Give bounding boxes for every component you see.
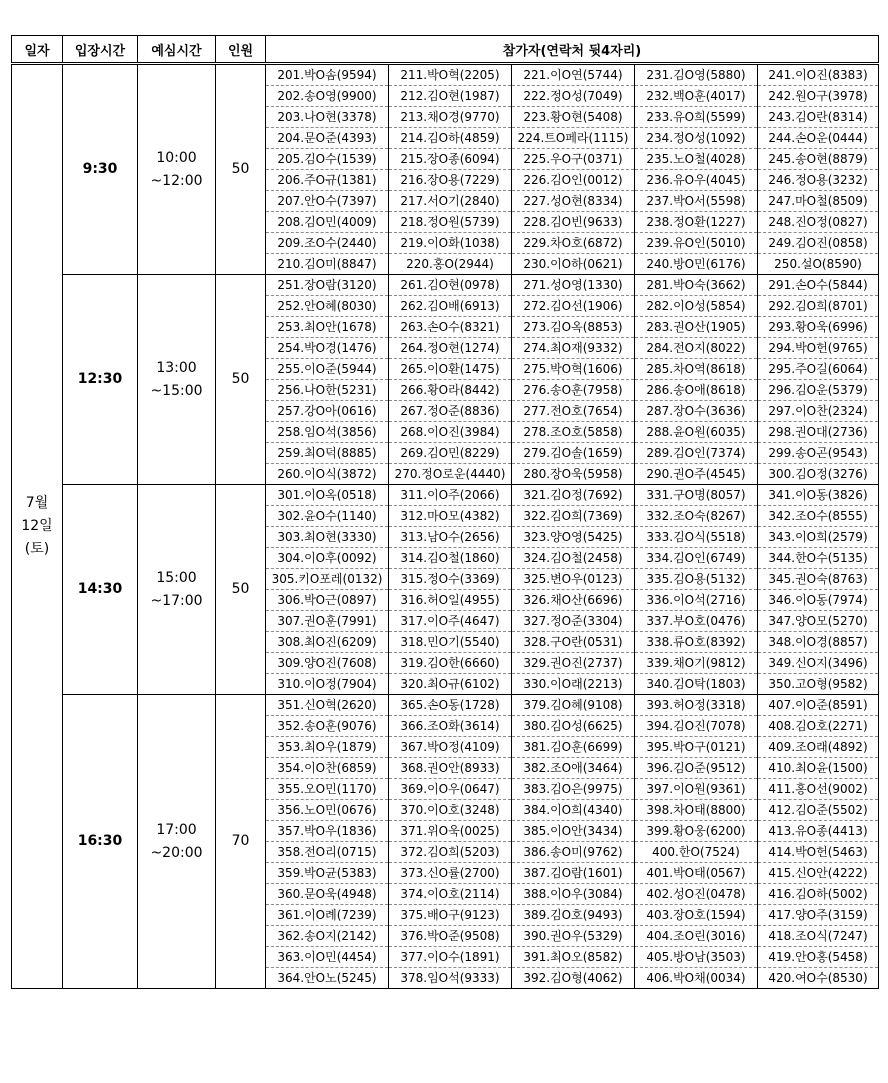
participant-cell: 420.여O수(8530): [758, 968, 879, 989]
participant-cell: 372.김O희(5203): [389, 842, 512, 863]
participant-cell: 401.박O태(0567): [635, 863, 758, 884]
audition-time-line: ~12:00: [150, 172, 203, 189]
participant-cell: 201.박O솜(9594): [266, 64, 389, 86]
participant-cell: 330.이O래(2213): [512, 674, 635, 695]
date-line: 12일: [21, 518, 53, 534]
header-date: 일자: [12, 36, 63, 64]
participant-cell: 413.유O종(4413): [758, 821, 879, 842]
participant-cell: 393.허O정(3318): [635, 695, 758, 716]
audition-time: [138, 485, 216, 695]
header-headcount: 인원: [216, 36, 266, 64]
participant-cell: 319.김O한(6660): [389, 653, 512, 674]
participant-cell: 360.문O욱(4948): [266, 884, 389, 905]
participant-cell: 412.김O준(5502): [758, 800, 879, 821]
participant-cell: 240.방O민(6176): [635, 254, 758, 275]
participant-cell: 383.김O은(9975): [512, 779, 635, 800]
participant-cell: 222.정O성(7049): [512, 86, 635, 107]
participant-cell: 261.김O현(0978): [389, 275, 512, 296]
participant-cell: 380.김O성(6625): [512, 716, 635, 737]
participant-cell: 398.차O태(8800): [635, 800, 758, 821]
header-audition-time: 예심시간: [138, 36, 216, 64]
participant-cell: 354.이O찬(6859): [266, 758, 389, 779]
table-row: [12, 64, 879, 86]
participant-cell: 302.윤O수(1140): [266, 506, 389, 527]
participant-cell: 233.유O희(5599): [635, 107, 758, 128]
participant-cell: 344.한O수(5135): [758, 548, 879, 569]
participant-cell: 391.최O오(8582): [512, 947, 635, 968]
participant-cell: 297.이O찬(2324): [758, 401, 879, 422]
participant-cell: 364.안O노(5245): [266, 968, 389, 989]
participant-cell: 223.황O현(5408): [512, 107, 635, 128]
participant-cell: 305.키O포레(0132): [266, 569, 389, 590]
schedule-body: [12, 64, 879, 989]
participant-cell: 237.박O서(5598): [635, 191, 758, 212]
participant-cell: 217.서O기(2840): [389, 191, 512, 212]
participant-cell: 270.정O로운(4440): [389, 464, 512, 485]
participant-cell: 321.김O정(7692): [512, 485, 635, 506]
table-row: [12, 695, 879, 716]
participant-cell: 403.장O호(1594): [635, 905, 758, 926]
participant-cell: 394.김O진(7078): [635, 716, 758, 737]
participant-cell: 216.장O용(7229): [389, 170, 512, 191]
participant-cell: 335.김O용(5132): [635, 569, 758, 590]
participant-cell: 327.정O준(3304): [512, 611, 635, 632]
participant-cell: 291.손O수(5844): [758, 275, 879, 296]
participant-cell: 244.손O운(0444): [758, 128, 879, 149]
participant-cell: 289.김O인(7374): [635, 443, 758, 464]
participant-cell: 376.박O준(9508): [389, 926, 512, 947]
participant-cell: 381.김O훈(6699): [512, 737, 635, 758]
participant-cell: 409.조O래(4892): [758, 737, 879, 758]
participant-cell: 275.박O혁(1606): [512, 359, 635, 380]
entry-time: 9:30: [63, 64, 138, 275]
participant-cell: 320.최O규(6102): [389, 674, 512, 695]
participant-cell: 224.트O페라(1115): [512, 128, 635, 149]
participant-cell: 342.조O수(8555): [758, 506, 879, 527]
participant-cell: 414.박O헌(5463): [758, 842, 879, 863]
participant-cell: 341.이O동(3826): [758, 485, 879, 506]
audition-time-line: 13:00: [156, 359, 197, 376]
audition-time-line: ~20:00: [150, 844, 203, 861]
participant-cell: 256.나O한(5231): [266, 380, 389, 401]
participant-cell: 245.송O현(8879): [758, 149, 879, 170]
participant-cell: 274.최O재(9332): [512, 338, 635, 359]
participant-cell: 405.방O남(3503): [635, 947, 758, 968]
participant-cell: 337.부O호(0476): [635, 611, 758, 632]
participant-cell: 231.김O영(5880): [635, 64, 758, 86]
participant-cell: 346.이O동(7974): [758, 590, 879, 611]
participant-cell: 210.김O미(8847): [266, 254, 389, 275]
entry-time: 12:30: [63, 275, 138, 485]
participant-cell: 298.권O대(2736): [758, 422, 879, 443]
participant-cell: 317.이O주(4647): [389, 611, 512, 632]
participant-cell: 349.신O지(3496): [758, 653, 879, 674]
participant-cell: 410.최O윤(1500): [758, 758, 879, 779]
participant-cell: 418.조O식(7247): [758, 926, 879, 947]
participant-cell: 389.김O호(9493): [512, 905, 635, 926]
participant-cell: 219.이O화(1038): [389, 233, 512, 254]
participant-cell: 265.이O환(1475): [389, 359, 512, 380]
participant-cell: 227.성O현(8334): [512, 191, 635, 212]
participant-cell: 350.고O형(9582): [758, 674, 879, 695]
participant-cell: 345.권O숙(8763): [758, 569, 879, 590]
audition-time: [138, 64, 216, 275]
participant-cell: 234.정O성(1092): [635, 128, 758, 149]
participant-cell: 281.박O숙(3662): [635, 275, 758, 296]
participant-cell: 269.김O민(8229): [389, 443, 512, 464]
participant-cell: 355.오O민(1170): [266, 779, 389, 800]
audition-time: [138, 275, 216, 485]
participant-cell: 218.정O원(5739): [389, 212, 512, 233]
participant-cell: 358.전O리(0715): [266, 842, 389, 863]
participant-cell: 362.송O지(2142): [266, 926, 389, 947]
entry-time: 14:30: [63, 485, 138, 695]
audition-time-line: 15:00: [156, 569, 197, 586]
participant-cell: 285.차O역(8618): [635, 359, 758, 380]
participant-cell: 353.최O우(1879): [266, 737, 389, 758]
participant-cell: 331.구O명(8057): [635, 485, 758, 506]
participant-cell: 351.신O혁(2620): [266, 695, 389, 716]
participant-cell: 361.이O례(7239): [266, 905, 389, 926]
participant-cell: 204.문O준(4393): [266, 128, 389, 149]
participant-cell: 390.권O우(5329): [512, 926, 635, 947]
participant-cell: 402.성O진(0478): [635, 884, 758, 905]
participant-cell: 334.김O인(6749): [635, 548, 758, 569]
participant-cell: 374.이O호(2114): [389, 884, 512, 905]
participant-cell: 262.김O배(6913): [389, 296, 512, 317]
participant-cell: 279.김O솔(1659): [512, 443, 635, 464]
participant-cell: 248.진O정(0827): [758, 212, 879, 233]
participant-cell: 300.김O정(3276): [758, 464, 879, 485]
participant-cell: 312.마O모(4382): [389, 506, 512, 527]
participant-cell: 367.박O정(4109): [389, 737, 512, 758]
participant-cell: 266.황O라(8442): [389, 380, 512, 401]
participant-cell: 235.노O철(4028): [635, 149, 758, 170]
participant-cell: 323.양O영(5425): [512, 527, 635, 548]
headcount: 70: [216, 695, 266, 989]
participant-cell: 205.김O수(1539): [266, 149, 389, 170]
participant-cell: 404.조O린(3016): [635, 926, 758, 947]
date-cell: [12, 64, 63, 989]
participant-cell: 306.박O근(0897): [266, 590, 389, 611]
participant-cell: 282.이O성(5854): [635, 296, 758, 317]
participant-cell: 290.권O주(4545): [635, 464, 758, 485]
participant-cell: 408.김O호(2271): [758, 716, 879, 737]
participant-cell: 375.배O구(9123): [389, 905, 512, 926]
participant-cell: 276.송O훈(7958): [512, 380, 635, 401]
participant-cell: 263.손O수(8321): [389, 317, 512, 338]
participant-cell: 311.이O주(2066): [389, 485, 512, 506]
participant-cell: 377.이O수(1891): [389, 947, 512, 968]
participant-cell: 308.최O진(6209): [266, 632, 389, 653]
participant-cell: 228.김O빈(9633): [512, 212, 635, 233]
participant-cell: 259.최O덕(8885): [266, 443, 389, 464]
participant-cell: 338.류O호(8392): [635, 632, 758, 653]
date-line: 7월: [25, 495, 49, 511]
participant-cell: 379.김O혜(9108): [512, 695, 635, 716]
participant-cell: 399.황O웅(6200): [635, 821, 758, 842]
participant-cell: 203.나O현(3378): [266, 107, 389, 128]
participant-cell: 366.조O화(3614): [389, 716, 512, 737]
participant-cell: 215.장O종(6094): [389, 149, 512, 170]
participant-cell: 388.이O우(3084): [512, 884, 635, 905]
participant-cell: 387.김O람(1601): [512, 863, 635, 884]
participant-cell: 268.이O진(3984): [389, 422, 512, 443]
participant-cell: 419.안O홍(5458): [758, 947, 879, 968]
participant-cell: 352.송O훈(9076): [266, 716, 389, 737]
participant-cell: 333.김O식(5518): [635, 527, 758, 548]
audition-time-line: 10:00: [156, 149, 197, 166]
participant-cell: 370.이O호(3248): [389, 800, 512, 821]
date-line: (토): [24, 541, 50, 557]
participant-cell: 293.황O욱(6996): [758, 317, 879, 338]
participant-cell: 242.원O구(3978): [758, 86, 879, 107]
participant-cell: 415.신O안(4222): [758, 863, 879, 884]
participant-cell: 260.이O식(3872): [266, 464, 389, 485]
participant-cell: 329.권O진(2737): [512, 653, 635, 674]
participant-cell: 378.임O석(9333): [389, 968, 512, 989]
participant-cell: 229.차O호(6872): [512, 233, 635, 254]
participant-cell: 303.최O현(3330): [266, 527, 389, 548]
participant-cell: 206.주O규(1381): [266, 170, 389, 191]
participant-cell: 294.박O헌(9765): [758, 338, 879, 359]
participant-cell: 239.유O인(5010): [635, 233, 758, 254]
participant-cell: 339.채O기(9812): [635, 653, 758, 674]
header-participants: 참가자(연락처 뒷4자리): [266, 36, 879, 64]
participant-cell: 315.정O수(3369): [389, 569, 512, 590]
participant-cell: 326.채O산(6696): [512, 590, 635, 611]
participant-cell: 247.마O철(8509): [758, 191, 879, 212]
participant-cell: 284.전O지(8022): [635, 338, 758, 359]
participant-cell: 322.김O희(7369): [512, 506, 635, 527]
participant-cell: 417.양O주(3159): [758, 905, 879, 926]
participant-cell: 332.조O숙(8267): [635, 506, 758, 527]
audition-time: [138, 695, 216, 989]
participant-cell: 314.김O철(1860): [389, 548, 512, 569]
audition-time-line: ~17:00: [150, 592, 203, 609]
participant-cell: 243.김O란(8314): [758, 107, 879, 128]
participant-cell: 238.정O환(1227): [635, 212, 758, 233]
participant-cell: 230.이O하(0621): [512, 254, 635, 275]
participant-cell: 336.이O석(2716): [635, 590, 758, 611]
participant-cell: 368.권O안(8933): [389, 758, 512, 779]
participant-cell: 324.김O철(2458): [512, 548, 635, 569]
participant-cell: 251.장O람(3120): [266, 275, 389, 296]
participant-cell: 373.신O률(2700): [389, 863, 512, 884]
participant-cell: 359.박O균(5383): [266, 863, 389, 884]
participant-cell: 212.김O현(1987): [389, 86, 512, 107]
participant-cell: 264.정O현(1274): [389, 338, 512, 359]
participant-cell: 283.권O산(1905): [635, 317, 758, 338]
participant-cell: 343.이O희(2579): [758, 527, 879, 548]
participant-cell: 221.이O연(5744): [512, 64, 635, 86]
participant-cell: 307.권O훈(7991): [266, 611, 389, 632]
participant-cell: 386.송O미(9762): [512, 842, 635, 863]
participant-cell: 208.김O민(4009): [266, 212, 389, 233]
participant-cell: 357.박O우(1836): [266, 821, 389, 842]
participant-cell: 325.변O우(0123): [512, 569, 635, 590]
audition-time-line: 17:00: [156, 821, 197, 838]
participant-cell: 395.박O구(0121): [635, 737, 758, 758]
participant-cell: 406.박O채(0034): [635, 968, 758, 989]
participant-cell: 348.이O경(8857): [758, 632, 879, 653]
participant-cell: 400.한O(7524): [635, 842, 758, 863]
participant-cell: 299.송O곤(9543): [758, 443, 879, 464]
participant-cell: 226.김O인(0012): [512, 170, 635, 191]
participant-cell: 273.김O옥(8853): [512, 317, 635, 338]
participant-cell: 328.구O란(0531): [512, 632, 635, 653]
table-row: [12, 485, 879, 506]
participant-cell: 214.김O하(4859): [389, 128, 512, 149]
participant-cell: 280.장O욱(5958): [512, 464, 635, 485]
headcount: 50: [216, 275, 266, 485]
participant-cell: 213.채O경(9770): [389, 107, 512, 128]
header-row: [12, 36, 879, 64]
participant-cell: 313.남O수(2656): [389, 527, 512, 548]
participant-cell: 258.임O석(3856): [266, 422, 389, 443]
participant-cell: 296.김O운(5379): [758, 380, 879, 401]
participant-cell: 250.설O(8590): [758, 254, 879, 275]
participant-cell: 340.김O탁(1803): [635, 674, 758, 695]
participant-cell: 347.양O모(5270): [758, 611, 879, 632]
headcount: 50: [216, 485, 266, 695]
participant-cell: 295.주O길(6064): [758, 359, 879, 380]
participant-cell: 292.김O희(8701): [758, 296, 879, 317]
participant-cell: 286.송O애(8618): [635, 380, 758, 401]
participant-cell: 416.김O하(5002): [758, 884, 879, 905]
participant-cell: 407.이O준(8591): [758, 695, 879, 716]
participant-cell: 309.양O진(7608): [266, 653, 389, 674]
audition-time-line: ~15:00: [150, 382, 203, 399]
entry-time: 16:30: [63, 695, 138, 989]
participant-cell: 267.정O준(8836): [389, 401, 512, 422]
participant-cell: 382.조O애(3464): [512, 758, 635, 779]
participant-cell: 397.이O원(9361): [635, 779, 758, 800]
table-row: [12, 275, 879, 296]
participant-cell: 209.조O수(2440): [266, 233, 389, 254]
participant-cell: 220.홍O(2944): [389, 254, 512, 275]
participant-cell: 253.최O안(1678): [266, 317, 389, 338]
participant-cell: 385.이O안(3434): [512, 821, 635, 842]
participant-cell: 241.이O진(8383): [758, 64, 879, 86]
participant-cell: 254.박O경(1476): [266, 338, 389, 359]
participant-cell: 318.민O기(5540): [389, 632, 512, 653]
participant-cell: 207.안O수(7397): [266, 191, 389, 212]
participant-cell: 246.정O용(3232): [758, 170, 879, 191]
participant-cell: 278.조O호(5858): [512, 422, 635, 443]
header-entry-time: 입장시간: [63, 36, 138, 64]
participant-cell: 277.전O호(7654): [512, 401, 635, 422]
participant-cell: 236.유O우(4045): [635, 170, 758, 191]
participant-cell: 255.이O준(5944): [266, 359, 389, 380]
participant-cell: 288.윤O원(6035): [635, 422, 758, 443]
participant-cell: 232.백O훈(4017): [635, 86, 758, 107]
participant-cell: 211.박O혁(2205): [389, 64, 512, 86]
participant-cell: 369.이O우(0647): [389, 779, 512, 800]
participant-cell: 257.강O아(0616): [266, 401, 389, 422]
participant-cell: 202.송O영(9900): [266, 86, 389, 107]
participant-cell: 271.성O영(1330): [512, 275, 635, 296]
schedule-table: [11, 35, 879, 989]
participant-cell: 287.장O수(3636): [635, 401, 758, 422]
participant-cell: 411.홍O선(9002): [758, 779, 879, 800]
participant-cell: 304.이O후(0092): [266, 548, 389, 569]
participant-cell: 384.이O희(4340): [512, 800, 635, 821]
participant-cell: 392.김O형(4062): [512, 968, 635, 989]
participant-cell: 249.김O진(0858): [758, 233, 879, 254]
participant-cell: 301.이O옥(0518): [266, 485, 389, 506]
participant-cell: 272.김O선(1906): [512, 296, 635, 317]
participant-cell: 356.노O민(0676): [266, 800, 389, 821]
participant-cell: 316.허O일(4955): [389, 590, 512, 611]
participant-cell: 252.안O혜(8030): [266, 296, 389, 317]
headcount: 50: [216, 64, 266, 275]
participant-cell: 371.위O욱(0025): [389, 821, 512, 842]
participant-cell: 363.이O민(4454): [266, 947, 389, 968]
participant-cell: 365.손O동(1728): [389, 695, 512, 716]
participant-cell: 310.이O정(7904): [266, 674, 389, 695]
participant-cell: 225.우O구(0371): [512, 149, 635, 170]
participant-cell: 396.김O준(9512): [635, 758, 758, 779]
